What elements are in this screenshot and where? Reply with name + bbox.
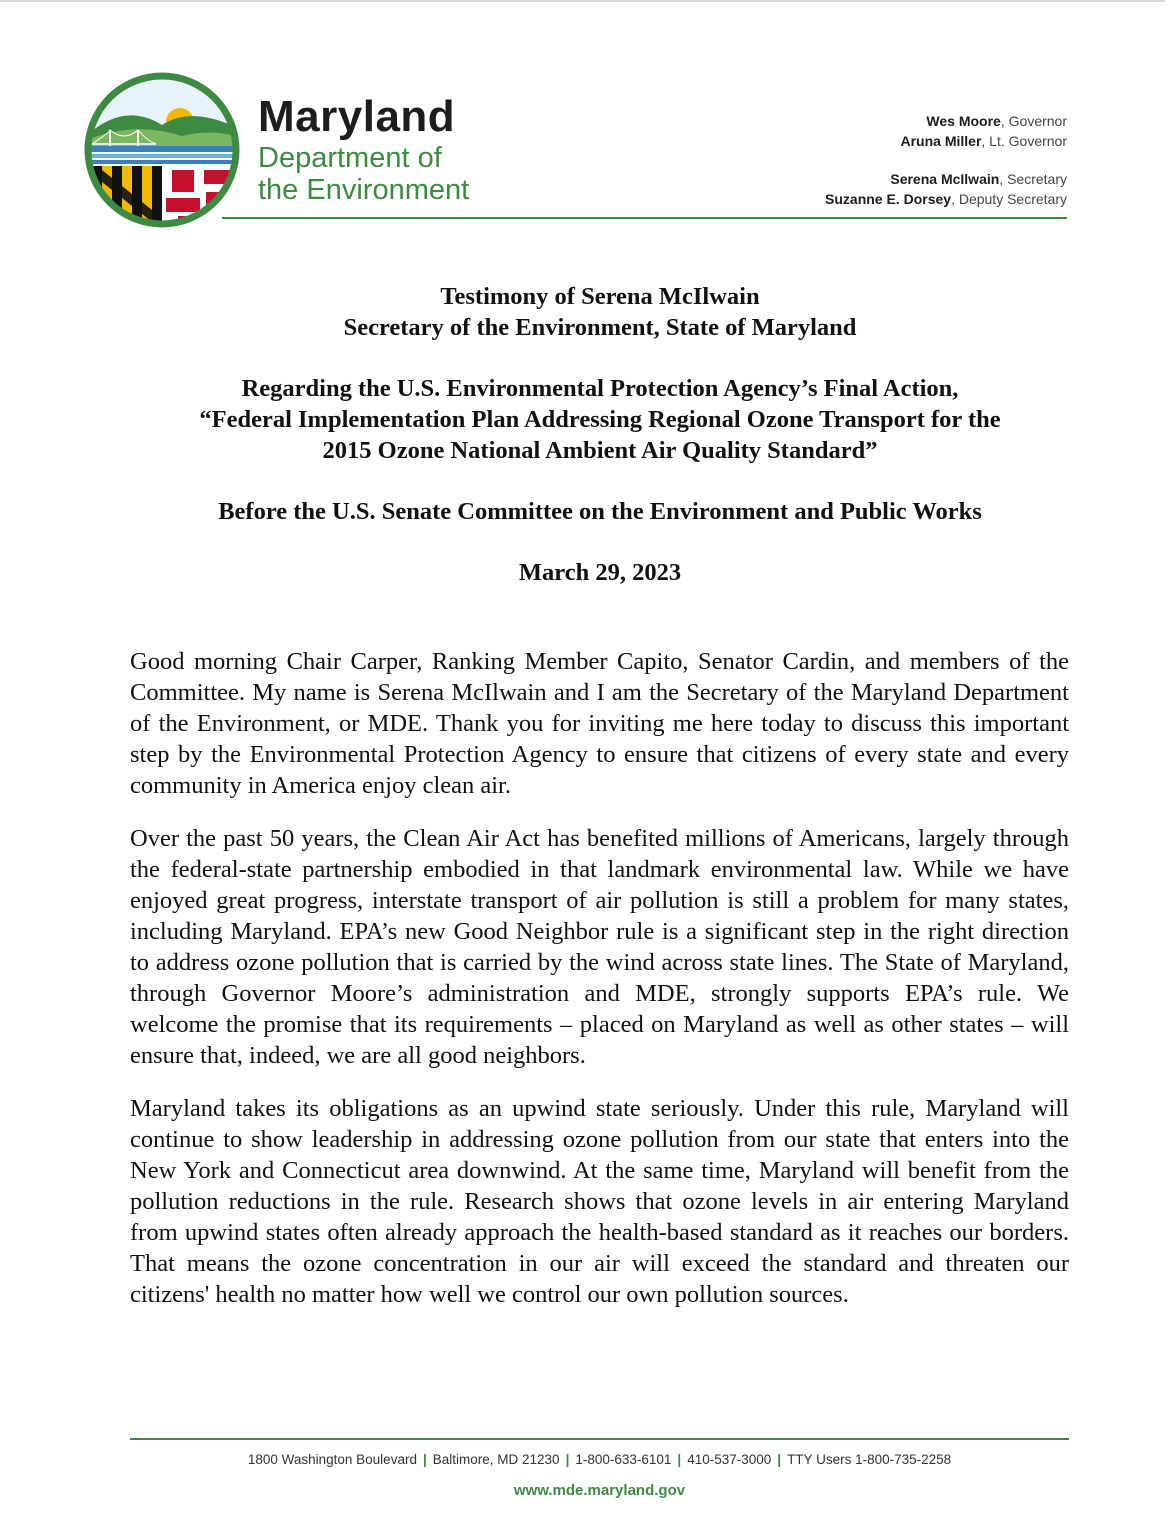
official-deputy-secretary [825, 189, 1067, 209]
subject-line: Regarding the U.S. Environmental Protection Agency’s Final Action, [241, 375, 959, 402]
officials-spacer [825, 151, 1067, 169]
body-paragraph: Maryland takes its obligations as an upwind state seriously. Under this rule, Maryland will continue to show leadership in addressing ozone pollution from our state that enters into the New York and Connecticut area downwind. At the same time, Maryland will benefit from the pollution reductions in the rule. Research shows that ozone levels in air entering Maryland from upwind states often already approach the health-based standard as it reaches our borders. That means the ozone concentration in our air will exceed the standard and threaten our citizens' health no matter how well we control our own pollution sources. [130, 1095, 1069, 1308]
org-name-environment: the Environment [258, 174, 470, 206]
mde-logo [82, 70, 242, 230]
footer-phone-local: 410-537-3000 [687, 1452, 772, 1467]
footer-tty: TTY Users 1-800-735-2258 [787, 1452, 952, 1467]
top-edge-rule [0, 0, 1165, 2]
officials-list [825, 111, 1067, 209]
title-line: Secretary of the Environment, State of Maryland [343, 314, 857, 341]
footer-divider [130, 1438, 1069, 1440]
subject-line: “Federal Implementation Plan Addressing Regional Ozone Transport for the [199, 406, 1001, 433]
official-secretary [825, 169, 1067, 189]
footer-separator: | [777, 1452, 782, 1467]
official-title: , Secretary [999, 171, 1067, 187]
footer-street: 1800 Washington Boulevard [247, 1452, 417, 1467]
official-title: , Deputy Secretary [951, 191, 1067, 207]
footer-separator: | [422, 1452, 427, 1467]
official-name: Aruna Miller [900, 133, 982, 149]
org-name-maryland: Maryland [258, 92, 456, 141]
official-title: , Governor [1000, 113, 1067, 129]
official-lt-governor [825, 131, 1067, 151]
footer-separator: | [565, 1452, 570, 1467]
official-title: , Lt. Governor [981, 133, 1067, 149]
footer-address [130, 1452, 1069, 1467]
body-paragraph: Over the past 50 years, the Clean Air Act has benefited millions of Americans, largely through the federal-state partnership embodied in that landmark environmental law. While we have enjoyed great progress, interstate transport of air pollution is still a problem for many states, including Maryland. EPA’s new Good Neighbor rule is a significant step in the right direction to address ozone pollution that is carried by the wind across state lines. The State of Maryland, through Governor Moore’s administration and MDE, strongly supports EPA’s rule. We welcome the promise that its requirements – placed on Maryland as well as other states – will ensure that, indeed, we are all good neighbors. [130, 825, 1069, 1069]
testimony-subject [130, 373, 1070, 466]
official-governor [825, 111, 1067, 131]
testimony-heading [130, 281, 1070, 343]
footer-city: Baltimore, MD 21230 [432, 1452, 560, 1467]
footer-phone-tollfree: 1-800-633-6101 [575, 1452, 672, 1467]
testimony-venue: Before the U.S. Senate Committee on the Environment and Public Works [218, 498, 982, 525]
body-paragraph: Good morning Chair Carper, Ranking Member Capito, Senator Cardin, and members of the Committee. My name is Serena McIlwain and I am the Secretary of the Maryland Department of the Environment, or MDE. Thank you for inviting me here today to discuss this important step by the Environmental Protection Agency to ensure that citizens of every state and every community in America enjoy clean air. [130, 648, 1069, 799]
subject-line: 2015 Ozone National Ambient Air Quality Standard” [322, 437, 878, 464]
official-name: Wes Moore [926, 113, 1001, 129]
footer-separator: | [677, 1452, 682, 1467]
testimony-body [130, 646, 1069, 1332]
letterhead-divider [222, 217, 1067, 219]
official-name: Suzanne E. Dorsey [825, 191, 952, 207]
title-line: Testimony of Serena McIlwain [440, 283, 760, 310]
official-name: Serena McIlwain [890, 171, 1000, 187]
testimony-date: March 29, 2023 [518, 559, 682, 586]
organization-name [258, 92, 469, 206]
testimony-title-block [130, 281, 1070, 588]
org-name-department: Department of [258, 142, 442, 174]
footer-website-link[interactable]: www.mde.maryland.gov [513, 1482, 686, 1499]
